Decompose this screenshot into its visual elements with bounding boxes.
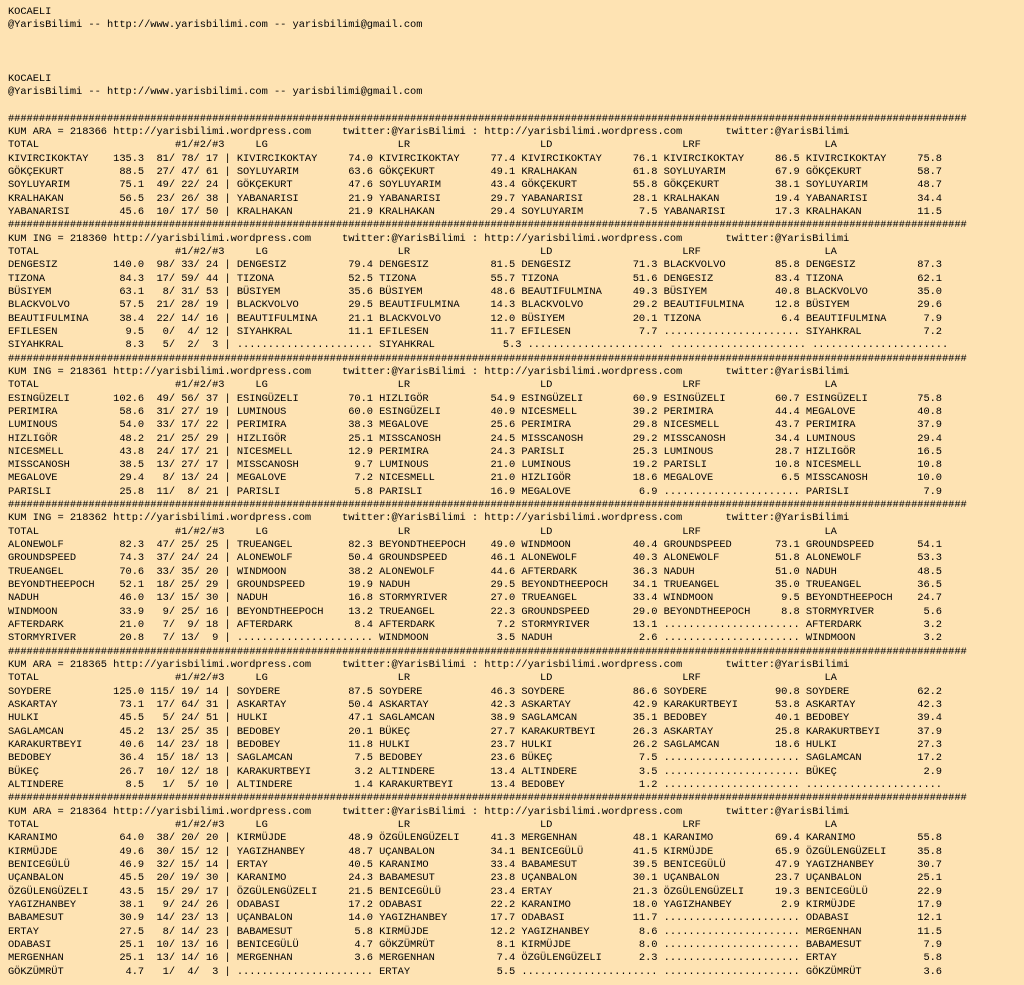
result-row: SOYDERE 125.0 115/ 19/ 14 | SOYDERE 87.5 SOYDERE 46.3 SOYDERE 86.6 SOYDERE 90.8 SOYDERE 62.2 <box>8 685 942 698</box>
result-row: GÖKZÜMRÜT 4.7 1/ 4/ 3 | ...................... ERTAY 5.5 ...................... ...................... GÖKZÜMRÜT 3.6 <box>8 965 942 978</box>
header-line: KOCAELI <box>8 6 52 18</box>
column-header-line: TOTAL #1/#2/#3 LG LR LD LRF LA <box>8 379 837 392</box>
results-document <box>8 6 967 979</box>
header-line <box>8 46 967 59</box>
separator-line: ########################################################################################################################################################### <box>8 792 967 805</box>
result-row: MEGALOVE 29.4 8/ 13/ 24 | MEGALOVE 7.2 NICESMELL 21.0 HIZLIGÖR 18.6 MEGALOVE 6.5 MISSCANOSH 10.0 <box>8 472 942 485</box>
result-row: YABANARISI 45.6 10/ 17/ 50 | KRALHAKAN 21.9 KRALHAKAN 29.4 SOYLUYARIM 7.5 YABANARISI 17.3 KRALHAKAN 11.5 <box>8 205 942 218</box>
separator-line: ########################################################################################################################################################### <box>8 352 967 365</box>
race-header-line: KUM ARA = 218364 http://yarisbilimi.wordpress.com twitter:@YarisBilimi : http://yarisbilimi.wordpress.com twitter:@YarisBilimi <box>8 805 850 818</box>
header-line: KOCAELI <box>8 72 52 85</box>
result-row: KIRMÜJDE 49.6 30/ 15/ 12 | YAGIZHANBEY 48.7 UÇANBALON 34.1 BENICEGÜLÜ 41.5 KIRMÜJDE 65.9 ÖZGÜLENGÜZELI 35.8 <box>8 845 942 858</box>
result-row: GROUNDSPEED 74.3 37/ 24/ 24 | ALONEWOLF 50.4 GROUNDSPEED 46.1 ALONEWOLF 40.3 ALONEWOLF 51.8 ALONEWOLF 53.3 <box>8 552 942 565</box>
separator-line: ########################################################################################################################################################### <box>8 499 967 512</box>
result-row: ALTINDERE 8.5 1/ 5/ 10 | ALTINDERE 1.4 KARAKURTBEYI 13.4 BEDOBEY 1.2 ...................... ...................... <box>8 779 942 792</box>
race-header-line: KUM ING = 218362 http://yarisbilimi.wordpress.com twitter:@YarisBilimi : http://yarisbilimi.wordpress.com twitter:@YarisBilimi <box>8 512 850 525</box>
result-row: GÖKÇEKURT 88.5 27/ 47/ 61 | SOYLUYARIM 63.6 GÖKÇEKURT 49.1 KRALHAKAN 61.8 SOYLUYARIM 67.9 GÖKÇEKURT 58.7 <box>8 165 942 178</box>
result-row: SIYAHKRAL 8.3 5/ 2/ 3 | ...................... SIYAHKRAL 5.3 ...................... ...................... ...................... <box>8 339 949 352</box>
race-header-line: KUM ARA = 218366 http://yarisbilimi.wordpress.com twitter:@YarisBilimi : http://yarisbilimi.wordpress.com twitter:@YarisBilimi <box>8 125 850 138</box>
result-row: KARANIMO 64.0 38/ 20/ 20 | KIRMÜJDE 48.9 ÖZGÜLENGÜZELI 41.3 MERGENHAN 48.1 KARANIMO 69.4 KARANIMO 55.8 <box>8 832 942 845</box>
separator-line: ########################################################################################################################################################### <box>8 112 967 125</box>
race-header-line: KUM ING = 218360 http://yarisbilimi.wordpress.com twitter:@YarisBilimi : http://yarisbilimi.wordpress.com twitter:@YarisBilimi <box>8 232 850 245</box>
result-row: ÖZGÜLENGÜZELI 43.5 15/ 29/ 17 | ÖZGÜLENGÜZELI 21.5 BENICEGÜLÜ 23.4 ERTAY 21.3 ÖZGÜLENGÜZELI 19.3 BENICEGÜLÜ 22.9 <box>8 885 942 898</box>
result-row: LUMINOUS 54.0 33/ 17/ 22 | PERIMIRA 38.3 MEGALOVE 25.6 PERIMIRA 29.8 NICESMELL 43.7 PERIMIRA 37.9 <box>8 419 942 432</box>
result-row: WINDMOON 33.9 9/ 25/ 16 | BEYONDTHEEPOCH 13.2 TRUEANGEL 22.3 GROUNDSPEED 29.0 BEYONDTHEEPOCH 8.8 STORMYRIVER 5.6 <box>8 605 942 618</box>
result-row: DENGESIZ 140.0 98/ 33/ 24 | DENGESIZ 79.4 DENGESIZ 81.5 DENGESIZ 71.3 BLACKVOLVO 85.8 DENGESIZ 87.3 <box>8 259 942 272</box>
result-row: YAGIZHANBEY 38.1 9/ 24/ 26 | ODABASI 17.2 ODABASI 22.2 KARANIMO 18.0 YAGIZHANBEY 2.9 KIRMÜJDE 17.9 <box>8 898 942 911</box>
result-row: BEYONDTHEEPOCH 52.1 18/ 25/ 29 | GROUNDSPEED 19.9 NADUH 29.5 BEYONDTHEEPOCH 34.1 TRUEANGEL 35.0 TRUEANGEL 36.5 <box>8 579 942 592</box>
column-header-line: TOTAL #1/#2/#3 LG LR LD LRF LA <box>8 819 837 832</box>
separator-line: ########################################################################################################################################################### <box>8 645 967 658</box>
header-line: @YarisBilimi -- http://www.yarisbilimi.com -- yarisbilimi@gmail.com <box>8 85 423 98</box>
result-row: BÜSIYEM 63.1 8/ 31/ 53 | BÜSIYEM 35.6 BÜSIYEM 48.6 BEAUTIFULMINA 49.3 BÜSIYEM 40.8 BLACKVOLVO 35.0 <box>8 285 942 298</box>
result-row: PERIMIRA 58.6 31/ 27/ 19 | LUMINOUS 60.0 ESINGÜZELI 40.9 NICESMELL 39.2 PERIMIRA 44.4 MEGALOVE 40.8 <box>8 405 942 418</box>
result-row: SOYLUYARIM 75.1 49/ 22/ 24 | GÖKÇEKURT 47.6 SOYLUYARIM 43.4 GÖKÇEKURT 55.8 GÖKÇEKURT 38.1 SOYLUYARIM 48.7 <box>8 179 942 192</box>
result-row: NICESMELL 43.8 24/ 17/ 21 | NICESMELL 12.9 PERIMIRA 24.3 PARISLI 25.3 LUMINOUS 28.7 HIZLIGÖR 16.5 <box>8 445 942 458</box>
result-row: STORMYRIVER 20.8 7/ 13/ 9 | ...................... WINDMOON 3.5 NADUH 2.6 ...................... WINDMOON 3.2 <box>8 632 942 645</box>
result-row: ODABASI 25.1 10/ 13/ 16 | BENICEGÜLÜ 4.7 GÖKZÜMRÜT 8.1 KIRMÜJDE 8.0 ...................... BABAMESUT 7.9 <box>8 938 942 951</box>
result-row: UÇANBALON 45.5 20/ 19/ 30 | KARANIMO 24.3 BABAMESUT 23.8 UÇANBALON 30.1 UÇANBALON 23.7 UÇANBALON 25.1 <box>8 872 942 885</box>
header-line <box>8 33 967 46</box>
result-row: BENICEGÜLÜ 46.9 32/ 15/ 14 | ERTAY 40.5 KARANIMO 33.4 BABAMESUT 39.5 BENICEGÜLÜ 47.9 YAGIZHANBEY 30.7 <box>8 859 942 871</box>
result-row: BLACKVOLVO 57.5 21/ 28/ 19 | BLACKVOLVO 29.5 BEAUTIFULMINA 14.3 BLACKVOLVO 29.2 BEAUTIFULMINA 12.8 BÜSIYEM 29.6 <box>8 299 942 312</box>
column-header-line: TOTAL #1/#2/#3 LG LR LD LRF LA <box>8 525 837 538</box>
column-header-line: TOTAL #1/#2/#3 LG LR LD LRF LA <box>8 245 837 258</box>
result-row: BEAUTIFULMINA 38.4 22/ 14/ 16 | BEAUTIFULMINA 21.1 BLACKVOLVO 12.0 BÜSIYEM 20.1 TIZONA 6.4 BEAUTIFULMINA 7.9 <box>8 312 942 325</box>
column-header-line: TOTAL #1/#2/#3 LG LR LD LRF LA <box>8 139 837 152</box>
result-row: ALONEWOLF 82.3 47/ 25/ 25 | TRUEANGEL 82.3 BEYONDTHEEPOCH 49.0 WINDMOON 40.4 GROUNDSPEED 73.1 GROUNDSPEED 54.1 <box>8 539 942 552</box>
header-line <box>8 59 967 72</box>
result-row: HIZLIGÖR 48.2 21/ 25/ 29 | HIZLIGÖR 25.1 MISSCANOSH 24.5 MISSCANOSH 29.2 MISSCANOSH 34.4 LUMINOUS 29.4 <box>8 432 942 445</box>
result-row: ESINGÜZELI 102.6 49/ 56/ 37 | ESINGÜZELI 70.1 HIZLIGÖR 54.9 ESINGÜZELI 60.9 ESINGÜZELI 60.7 ESINGÜZELI 75.8 <box>8 392 942 405</box>
result-row: BEDOBEY 36.4 15/ 18/ 13 | SAGLAMCAN 7.5 BEDOBEY 23.6 BÜKEÇ 7.5 ...................... SAGLAMCAN 17.2 <box>8 752 942 765</box>
result-row: EFILESEN 9.5 0/ 4/ 12 | SIYAHKRAL 11.1 EFILESEN 11.7 EFILESEN 7.7 ...................... SIYAHKRAL 7.2 <box>8 325 942 338</box>
result-row: KRALHAKAN 56.5 23/ 26/ 38 | YABANARISI 21.9 YABANARISI 29.7 YABANARISI 28.1 KRALHAKAN 19.4 YABANARISI 34.4 <box>8 192 942 205</box>
result-row: MERGENHAN 25.1 13/ 14/ 16 | MERGENHAN 3.6 MERGENHAN 7.4 ÖZGÜLENGÜZELI 2.3 ...................... ERTAY 5.8 <box>8 952 942 965</box>
result-row: NADUH 46.0 13/ 15/ 30 | NADUH 16.8 STORMYRIVER 27.0 TRUEANGEL 33.4 WINDMOON 9.5 BEYONDTHEEPOCH 24.7 <box>8 592 942 605</box>
result-row: MISSCANOSH 38.5 13/ 27/ 17 | MISSCANOSH 9.7 LUMINOUS 21.0 LUMINOUS 19.2 PARISLI 10.8 NICESMELL 10.8 <box>8 459 942 472</box>
header-line: @YarisBilimi -- http://www.yarisbilimi.com -- yarisbilimi@gmail.com <box>8 19 423 32</box>
result-row: ERTAY 27.5 8/ 14/ 23 | BABAMESUT 5.8 KIRMÜJDE 12.2 YAGIZHANBEY 8.6 ...................... MERGENHAN 11.5 <box>8 925 942 938</box>
result-row: BABAMESUT 30.9 14/ 23/ 13 | UÇANBALON 14.0 YAGIZHANBEY 17.7 ODABASI 11.7 ...................... ODABASI 12.1 <box>8 912 942 925</box>
result-row: KIVIRCIKOKTAY 135.3 81/ 78/ 17 | KIVIRCIKOKTAY 74.0 KIVIRCIKOKTAY 77.4 KIVIRCIKOKTAY 76.1 KIVIRCIKOKTAY 86.5 KIVIRCIKOKTAY 75.8 <box>8 152 942 165</box>
result-row: SAGLAMCAN 45.2 13/ 25/ 35 | BEDOBEY 20.1 BÜKEÇ 27.7 KARAKURTBEYI 26.3 ASKARTAY 25.8 KARAKURTBEYI 37.9 <box>8 725 942 738</box>
result-row: TRUEANGEL 70.6 33/ 35/ 20 | WINDMOON 38.2 ALONEWOLF 44.6 AFTERDARK 36.3 NADUH 51.0 NADUH 48.5 <box>8 565 942 578</box>
race-header-line: KUM ARA = 218365 http://yarisbilimi.wordpress.com twitter:@YarisBilimi : http://yarisbilimi.wordpress.com twitter:@YarisBilimi <box>8 659 850 672</box>
result-row: PARISLI 25.8 11/ 8/ 21 | PARISLI 5.8 PARISLI 16.9 MEGALOVE 6.9 ...................... PARISLI 7.9 <box>8 485 942 498</box>
column-header-line: TOTAL #1/#2/#3 LG LR LD LRF LA <box>8 672 837 685</box>
result-row: KARAKURTBEYI 40.6 14/ 23/ 18 | BEDOBEY 11.8 HULKI 23.7 HULKI 26.2 SAGLAMCAN 18.6 HULKI 27.3 <box>8 739 942 752</box>
result-row: BÜKEÇ 26.7 10/ 12/ 18 | KARAKURTBEYI 3.2 ALTINDERE 13.4 ALTINDERE 3.5 ...................... BÜKEÇ 2.9 <box>8 765 942 778</box>
header-line <box>8 99 967 112</box>
separator-line: ########################################################################################################################################################### <box>8 219 967 232</box>
result-row: HULKI 45.5 5/ 24/ 51 | HULKI 47.1 SAGLAMCAN 38.9 SAGLAMCAN 35.1 BEDOBEY 40.1 BEDOBEY 39.4 <box>8 712 942 725</box>
result-row: ASKARTAY 73.1 17/ 64/ 31 | ASKARTAY 50.4 ASKARTAY 42.3 ASKARTAY 42.9 KARAKURTBEYI 53.8 ASKARTAY 42.3 <box>8 699 942 712</box>
result-row: AFTERDARK 21.0 7/ 9/ 18 | AFTERDARK 8.4 AFTERDARK 7.2 STORMYRIVER 13.1 ...................... AFTERDARK 3.2 <box>8 619 942 632</box>
race-header-line: KUM ING = 218361 http://yarisbilimi.wordpress.com twitter:@YarisBilimi : http://yarisbilimi.wordpress.com twitter:@YarisBilimi <box>8 365 850 378</box>
result-row: TIZONA 84.3 17/ 59/ 44 | TIZONA 52.5 TIZONA 55.7 TIZONA 51.6 DENGESIZ 83.4 TIZONA 62.1 <box>8 272 942 285</box>
